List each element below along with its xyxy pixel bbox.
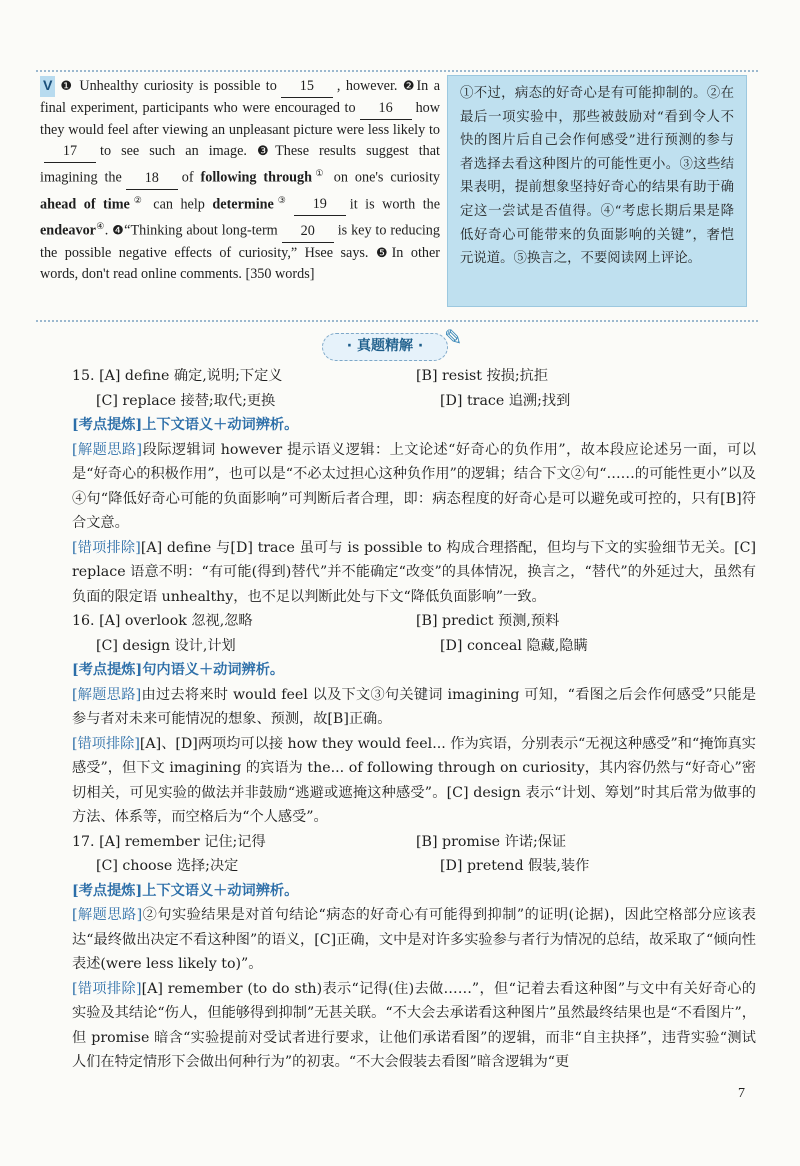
blank-18: 18 [126,168,178,190]
q17-point: [考点提炼]上下文语义＋动词辨析。 [72,882,299,899]
passage-text: V ❶ Unhealthy curiosity is possible to 15 , however. ❷In a final experiment, participants who were encouraged to 16 how they would feel after viewing an unpleasant picture were less likely to17 to see such an image. ❸These results suggest that imagining the 18 of following through① on one's curiosity ahead of time② can help determine③ 19 it is worth the endeavor④. ❹“Thinking about long-term 20 is key to reducing the possible negative effects of curiosity,” Hsee says. ❺In other words, don't read online comments. [350 words] [40,78,441,283]
q16-options: 16. [A] overlook 忽视,忽略 [B] predict 预测,预料 [72,613,560,629]
q17-wrong: [错项排除][A] remember (to do sth)表示“记得(住)去做……”，但“记着去看这种图”与文中有关好奇心的实验及其结论“伤人，但能够得到抑制”无甚关联。“不大会去承诺看这种图片”虽然最终结果也是“不看图片”，但 promise 暗含“实验提前对受试者进行要求，让他们承诺看图”的逻辑，而非“自主抉择”，违背实验“测试人们在特定情形下会做出何种行为”的初衷。“不大会假装去看图”暗含逻辑为“更 [72,980,756,1070]
page-number: 7 [738,1086,745,1101]
q15-idea: [解题思路]段际逻辑词 however 提示语义逻辑：上文论述“好奇心的负作用”，故本段应论述另一面，可以是“好奇心的积极作用”，也可以是“不必太过担心这种负作用”的逻辑；结合下文②句“……的可能性更小”以及④句“降低好奇心可能的负面影响”可判断后者合理，即：病态程度的好奇心是可以避免或可控的，只有[B]符合文意。 [72,441,756,531]
blank-17: 17 [44,141,96,163]
q16-idea: [解题思路]由过去将来时 would feel 以及下文③句关键词 imagining 可知，“看图之后会作何感受”只能是参与者对未来可能情况的想象、预测，故[B]正确。 [72,686,757,727]
q15-wrong: [错项排除][A] define 与[D] trace 虽可与 is possible to 构成合理搭配，但均与下文的实验细节无关。[C] replace 语意不明：“有可能(得到)替代”并不能确定“改变”的具体情况，换言之，“替代”的外延过大，虽然有负面的限定语 unhealthy，也不足以判断此处与下文“降低负面影响”一致。 [72,539,757,605]
middle-dotted-divider [36,320,758,322]
blank-16: 16 [360,98,412,120]
q17-options: 17. [A] remember 记住;记得 [B] promise 许诺;保证 [72,833,567,850]
blank-15: 15 [281,76,333,98]
section-title-badge: · 真题精解 · [322,333,448,361]
chinese-translation-box: ①不过，病态的好奇心是有可能抑制的。②在最后一项实验中，那些被鼓励对“看到令人不快的图片后自己会作何感受”进行预测的参与者选择去看这种图片的可能性更小。③这些结果表明，提前想象坚持好奇心的结果有助于确定这一尝试是否值得。④“考虑长期后果是降低好奇心可能带来的负面影响的关键”，奢恺元说道。⑤换言之，不要阅读网上评论。 [447,75,747,307]
q16-point: [考点提炼]句内语义＋动词辨析。 [72,662,285,678]
answer-explanations: 15. [A] define 确定,说明;下定义 [B] resist 按损;抗拒 [C] replace 接替;取代;更换 [D] trace 追溯;找到 [考点提炼]上下文语义＋动词辨析。 [解题思路]段际逻辑词 however 提示语义逻辑：上文论述“好奇心的负作用”，故本段应论述另一面，可以是“好奇心的积极作用”，也可以是“不必太过担心这种负作用”的逻辑；结合下文②句“……的可能性更小”以及④句“降低好奇心可能的负面影响”可判断后者合理，即：病态程度的好奇心是可以避免或可控的，只有[B]符合文意。 [错项排除][A] define 与[D] trace 虽可与 is possible to 构成合理搭配，但均与下文的实验细节无关。[C] replace 语意不明：“有可能(得到)替代”并不能确定“改变”的具体情况，换言之，“替代”的外延过大，虽然有负面的限定语 unhealthy，也不足以判断此处与下文“降低负面影响”一致。 16. [A] overlook 忽视,忽略 [B] predict 预测,预料 [C] design 设计,计划 [D] conceal 隐藏,隐瞒 [考点提炼]句内语义＋动词辨析。 [解题思路]由过去将来时 would feel 以及下文③句关键词 imagining 可知，“看图之后会作何感受”只能是参与者对未来可能情况的想象、预测，故[B]正确。 [错项排除][A]、[D]两项均可以接 how they would feel... 作为宾语，分别表示“无视这种感受”和“掩饰真实感受”，但下文 imagining 的宾语为 the... of following through on curiosity，其内容仍然与“好奇心”密切相关，可见实验的做法并非鼓励“逃避或遮掩这种感受”。[C] design 表示“计划、筹划”时其后常为做事的方法、体系等，而空格后为“个人感受”。 17. [A] remember 记住;记得 [B] promise 许诺;保证 [C] choose 选择;决定 [D] pretend 假装,装作 [考点提炼]上下文语义＋动词辨析。 [解题思路]②句实验结果是对首句结论“病态的好奇心有可能得到抑制”的证明(论据)，因此空格部分应该表达“最终做出决定不看这种图”的语义，[C]正确，文中是对许多实验参与者行为情况的总结，故采取了“倾向性表述(were less likely to)”。 [错项排除][A] remember (to do sth)表示“记得(住)去做……”，但“记着去看这种图”与文中有关好奇心的实验及其结论“伤人，但能够得到抑制”无甚关联。“不大会去承诺看这种图片”虽然最终结果也是“不看图片”，但 promise 暗含“实验提前对受试者进行要求，让他们承诺看图”的逻辑，而非“自主抉择”，违背实验“测试人们在特定情形下会做出何种行为”的初衷。“不大会假装去看图”暗含逻辑为“更 [72,364,756,1075]
section-v-badge: V [40,76,55,97]
blank-20: 20 [282,221,334,243]
word-count: [350 words] [245,266,315,283]
q15-point: [考点提炼]上下文语义＋动词辨析。 [72,417,299,433]
q16-wrong: [错项排除][A]、[D]两项均可以接 how they would feel... 作为宾语，分别表示“无视这种感受”和“掩饰真实感受”，但下文 imagining 的宾语为 the... of following through on curiosity，其内容仍然与“好奇心”密切相关，可见实验的做法并非鼓励“逃避或遮掩这种感受”。[C] design 表示“计划、筹划”时其后常为做事的方法、体系等，而空格后为“个人感受”。 [72,735,756,825]
top-dotted-divider [36,70,758,72]
q15-options: 15. [A] define 确定,说明;下定义 [B] resist 按损;抗拒 [72,368,549,384]
blank-19: 19 [294,194,346,216]
quill-pen-icon: ✎ [444,326,463,351]
q17-idea: [解题思路]②句实验结果是对首句结论“病态的好奇心有可能得到抑制”的证明(论据)，因此空格部分应该表达“最终做出决定不看这种图”的语义，[C]正确，文中是对许多实验参与者行为情况的总结，故采取了“倾向性表述(were less likely to)”。 [72,907,756,972]
